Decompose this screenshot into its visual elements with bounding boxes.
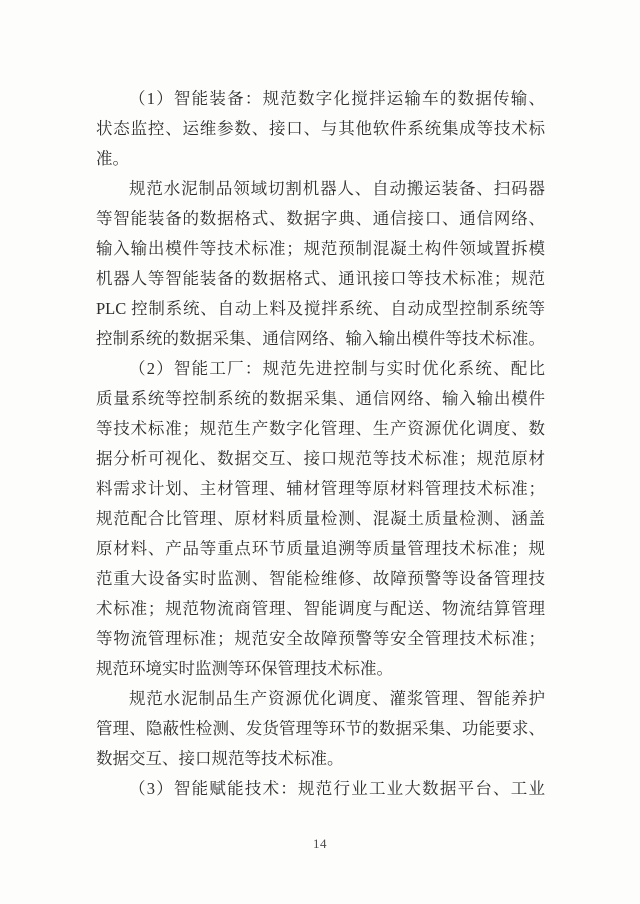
text-line: 范重大设备实时监测、智能检维修、故障预警等设备管理技 bbox=[96, 569, 545, 588]
text-line: 等技术标准；规范生产数字化管理、生产资源优化调度、数 bbox=[96, 419, 545, 438]
text-line: 控制系统的数据采集、通信网络、输入输出模件等技术标准。 bbox=[96, 329, 545, 348]
text-line: （2）智能工厂：规范先进控制与实时优化系统、配比 bbox=[129, 359, 545, 378]
text-line: 规范环境实时监测等环保管理技术标准。 bbox=[96, 659, 393, 678]
document-body bbox=[96, 84, 545, 804]
paragraph bbox=[96, 84, 545, 174]
paragraph bbox=[96, 684, 545, 774]
text-line: （1）智能装备：规范数字化搅拌运输车的数据传输、 bbox=[129, 89, 545, 108]
text-line: 准。 bbox=[96, 149, 129, 168]
text-line: （3）智能赋能技术：规范行业工业大数据平台、工业 bbox=[129, 779, 545, 798]
text-line: 管理、隐蔽性检测、发货管理等环节的数据采集、功能要求、 bbox=[96, 719, 545, 738]
text-line: 状态监控、运维参数、接口、与其他软件系统集成等技术标 bbox=[96, 119, 545, 138]
page-number: 14 bbox=[313, 836, 327, 851]
text-line: 机器人等智能装备的数据格式、通讯接口等技术标准；规范 bbox=[96, 269, 545, 288]
text-line: 料需求计划、主材管理、辅材管理等原材料管理技术标准； bbox=[96, 479, 545, 498]
text-line: PLC 控制系统、自动上料及搅拌系统、自动成型控制系统等 bbox=[96, 299, 545, 318]
text-line: 规范水泥制品领域切割机器人、自动搬运装备、扫码器 bbox=[129, 179, 545, 198]
paragraph bbox=[96, 174, 545, 354]
text-line: 术标准；规范物流商管理、智能调度与配送、物流结算管理 bbox=[96, 599, 545, 618]
text-line: 规范配合比管理、原材料质量检测、混凝土质量检测、涵盖 bbox=[96, 509, 545, 528]
paragraph bbox=[96, 774, 545, 804]
text-line: 等智能装备的数据格式、数据字典、通信接口、通信网络、 bbox=[96, 209, 545, 228]
text-line: 原材料、产品等重点环节质量追溯等质量管理技术标准；规 bbox=[96, 539, 545, 558]
paragraph bbox=[96, 354, 545, 684]
text-line: 数据交互、接口规范等技术标准。 bbox=[96, 749, 344, 768]
text-line: 规范水泥制品生产资源优化调度、灌浆管理、智能养护 bbox=[129, 689, 545, 708]
text-line: 质量系统等控制系统的数据采集、通信网络、输入输出模件 bbox=[96, 389, 545, 408]
text-line: 输入输出模件等技术标准；规范预制混凝土构件领域置拆模 bbox=[96, 239, 545, 258]
text-line: 等物流管理标准；规范安全故障预警等安全管理技术标准； bbox=[96, 629, 545, 648]
text-line: 据分析可视化、数据交互、接口规范等技术标准；规范原材 bbox=[96, 449, 545, 468]
